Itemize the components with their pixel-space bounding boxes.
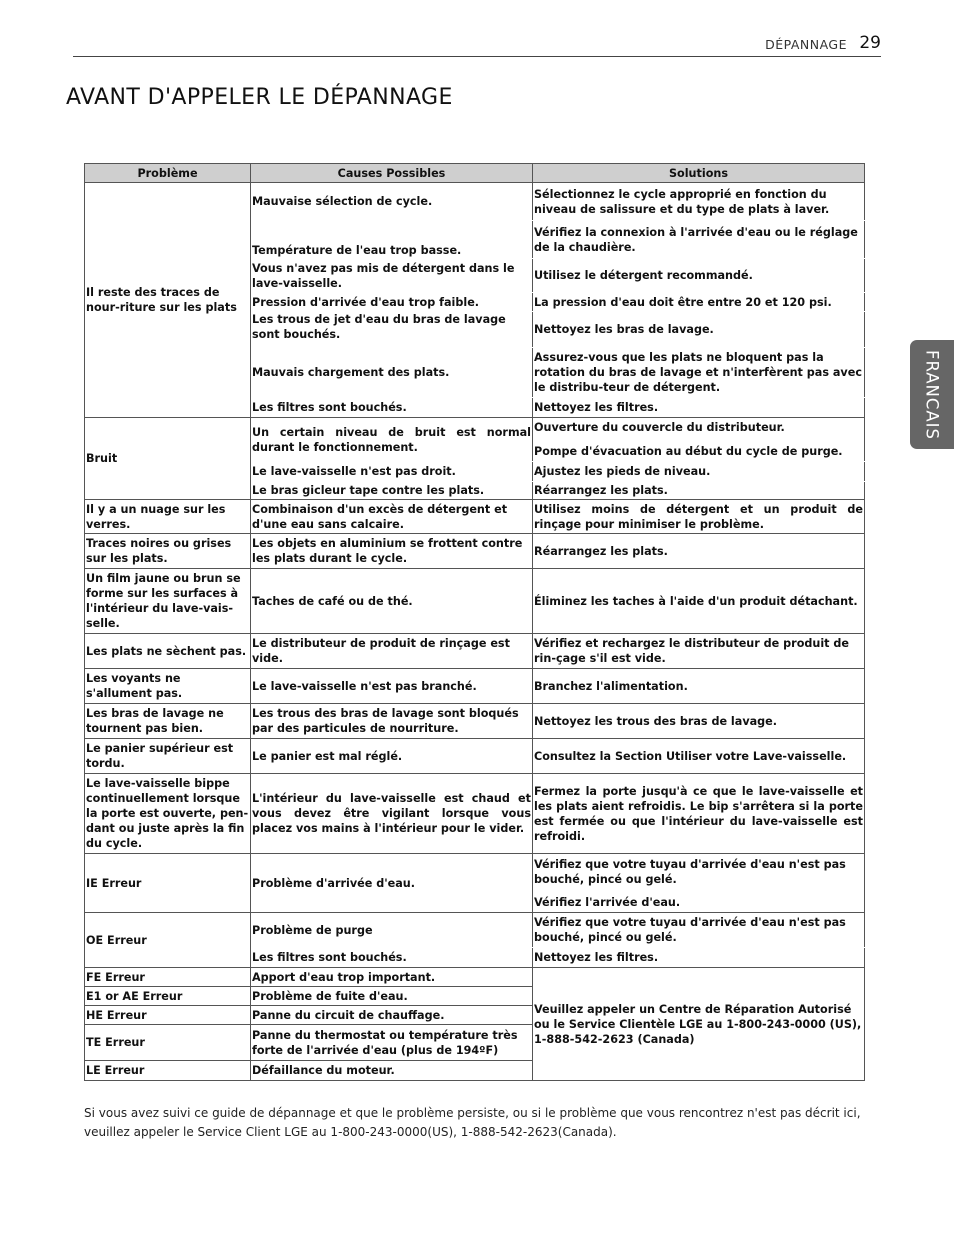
cause-cell: Taches de café ou de thé. — [251, 569, 533, 634]
problem-cell: HE Erreur — [85, 1006, 251, 1025]
solution-line: Ouverture du couvercle du distributeur. — [534, 421, 785, 434]
solution-cell: Vérifiez que votre tuyau d'arrivée d'eau n'est pas bouché, pincé ou gelé. — [533, 913, 865, 948]
table-row — [85, 534, 865, 569]
solution-cell: Ajustez les pieds de niveau. — [533, 462, 865, 482]
column-header-problem: Problème — [85, 164, 251, 183]
problem-cell: Le panier supérieur est tordu. — [85, 739, 251, 774]
solution-line: Pompe d'évacuation au début du cycle de purge. — [534, 445, 843, 458]
solution-cell: La pression d'eau doit être entre 20 et 120 psi. — [533, 293, 865, 312]
header-rule — [73, 56, 881, 57]
problem-cell: Les bras de lavage ne tournent pas bien. — [85, 704, 251, 739]
cause-cell: Défaillance du moteur. — [251, 1061, 533, 1081]
problem-cell: Bruit — [85, 418, 251, 500]
solution-cell: Assurez-vous que les plats ne bloquent pas la rotation du bras de lavage et n'interfèrent pas avec le distribu-teur de détergent. — [533, 348, 865, 398]
solution-cell: Nettoyez les filtres. — [533, 398, 865, 418]
problem-cell: E1 or AE Erreur — [85, 987, 251, 1006]
cause-cell: Panne du thermostat ou température très forte de l'arrivée d'eau (plus de 194ºF) — [251, 1025, 533, 1061]
table-row — [85, 968, 865, 987]
cause-cell: Les trous de jet d'eau du bras de lavage sont bouchés. — [251, 312, 533, 348]
table-row — [85, 569, 865, 634]
cause-cell: Apport d'eau trop important. — [251, 968, 533, 987]
cause-cell: Panne du circuit de chauffage. — [251, 1006, 533, 1025]
cause-cell: Les objets en aluminium se frottent contre les plats durant le cycle. — [251, 534, 533, 569]
cause-cell: Les trous des bras de lavage sont bloqués par des particules de nourriture. — [251, 704, 533, 739]
footer-note: Si vous avez suivi ce guide de dépannage et que le problème persiste, ou si le problème que vous rencontrez n'est pas décrit ici, veuillez appeler le Service Client LGE au 1-800-243-0000(US), 1-888-542-2623(Canada). — [84, 1106, 861, 1139]
solution-cell: Nettoyez les filtres. — [533, 948, 865, 968]
table-row — [85, 854, 865, 913]
solution-cell: Éliminez les taches à l'aide d'un produit détachant. — [533, 569, 865, 634]
cause-cell: Le lave-vaisselle n'est pas droit. — [251, 462, 533, 482]
troubleshooting-table — [84, 163, 865, 1081]
solution-cell: Consultez la Section Utiliser votre Lave-vaisselle. — [533, 739, 865, 774]
problem-cell: OE Erreur — [85, 913, 251, 968]
cause-cell: Problème d'arrivée d'eau. — [251, 854, 533, 913]
cause-cell: Problème de purge — [251, 913, 533, 948]
solution-cell: Branchez l'alimentation. — [533, 669, 865, 704]
page-number: 29 — [859, 33, 881, 53]
cause-cell: Pression d'arrivée d'eau trop faible. — [251, 293, 533, 312]
solution-cell: Utilisez le détergent recommandé. — [533, 259, 865, 293]
table-row — [85, 669, 865, 704]
problem-cell: FE Erreur — [85, 968, 251, 987]
language-tab-label: FRANCAIS — [922, 349, 942, 440]
solution-cell: Nettoyez les trous des bras de lavage. — [533, 704, 865, 739]
solution-line: Vérifiez que votre tuyau d'arrivée d'eau n'est pas bouché, pincé ou gelé. — [534, 857, 846, 886]
column-header-solutions: Solutions — [533, 164, 865, 183]
cause-cell: Le lave-vaisselle n'est pas branché. — [251, 669, 533, 704]
solution-line: Vérifiez l'arrivée d'eau. — [534, 895, 681, 909]
table-row — [85, 418, 865, 462]
table-row — [85, 500, 865, 534]
cause-cell: Problème de fuite d'eau. — [251, 987, 533, 1006]
cause-cell: Mauvaise sélection de cycle. — [251, 183, 533, 221]
problem-cell: Le lave-vaisselle bippe continuellement lorsque la porte est ouverte, pen-dant ou juste après la fin du cycle. — [85, 774, 251, 854]
table-header-row — [85, 164, 865, 183]
solution-cell: Nettoyez les bras de lavage. — [533, 312, 865, 348]
problem-cell: Un film jaune ou brun se forme sur les surfaces à l'intérieur du lave-vais-selle. — [85, 569, 251, 634]
solution-cell: Réarrangez les plats. — [533, 534, 865, 569]
cause-cell: Le bras gicleur tape contre les plats. — [251, 482, 533, 500]
table-row — [85, 183, 865, 221]
table-row — [85, 774, 865, 854]
cause-cell: Combinaison d'un excès de détergent et d'une eau sans calcaire. — [251, 500, 533, 534]
cause-cell: Les filtres sont bouchés. — [251, 948, 533, 968]
table-row — [85, 739, 865, 774]
problem-cell: IE Erreur — [85, 854, 251, 913]
section-label: DÉPANNAGE — [765, 37, 847, 52]
problem-cell: Traces noires ou grises sur les plats. — [85, 534, 251, 569]
cause-cell: Vous n'avez pas mis de détergent dans le lave-vaisselle. — [251, 259, 533, 293]
cause-cell: Les filtres sont bouchés. — [251, 398, 533, 418]
table-row — [85, 704, 865, 739]
cause-cell: Le distributeur de produit de rinçage est vide. — [251, 634, 533, 669]
language-tab — [910, 340, 954, 449]
solution-cell — [533, 418, 865, 462]
solution-cell — [533, 854, 865, 913]
cause-cell: Un certain niveau de bruit est normal durant le fonctionnement. — [251, 418, 533, 462]
table-row — [85, 913, 865, 948]
page-title: AVANT D'APPELER LE DÉPANNAGE — [66, 85, 453, 110]
solution-cell: Vérifiez et rechargez le distributeur de produit de rin-çage s'il est vide. — [533, 634, 865, 669]
problem-cell: Il y a un nuage sur les verres. — [85, 500, 251, 534]
cause-cell: L'intérieur du lave-vaisselle est chaud et vous devez être vigilant lorsque vous placez vos mains à l'intérieur pour le vider. — [251, 774, 533, 854]
solution-cell: Sélectionnez le cycle approprié en fonction du niveau de salissure et du type de plats à laver. — [533, 183, 865, 221]
problem-cell: LE Erreur — [85, 1061, 251, 1081]
problem-cell: Les plats ne sèchent pas. — [85, 634, 251, 669]
solution-cell: Réarrangez les plats. — [533, 482, 865, 500]
table-row — [85, 634, 865, 669]
solution-cell: Utilisez moins de détergent et un produit de rinçage pour minimiser le problème. — [533, 500, 865, 534]
solution-cell: Fermez la porte jusqu'à ce que le lave-vaisselle et les plats aient refroidis. Le bip s'arrêtera si la porte est fermée ou que l'intérieur du lave-vaisselle est refroidi. — [533, 774, 865, 854]
cause-cell: Mauvais chargement des plats. — [251, 348, 533, 398]
problem-cell: Il reste des traces de nour-riture sur les plats — [85, 183, 251, 418]
problem-cell: TE Erreur — [85, 1025, 251, 1061]
column-header-causes: Causes Possibles — [251, 164, 533, 183]
solution-cell: Vérifiez la connexion à l'arrivée d'eau ou le réglage de la chaudière. — [533, 221, 865, 259]
cause-cell: Le panier est mal réglé. — [251, 739, 533, 774]
cause-cell: Température de l'eau trop basse. — [251, 221, 533, 259]
solution-cell: Veuillez appeler un Centre de Réparation Autorisé ou le Service Clientèle LGE au 1-800-243-0000 (US), 1-888-542-2623 (Canada) — [533, 968, 865, 1081]
problem-cell: Les voyants ne s'allument pas. — [85, 669, 251, 704]
